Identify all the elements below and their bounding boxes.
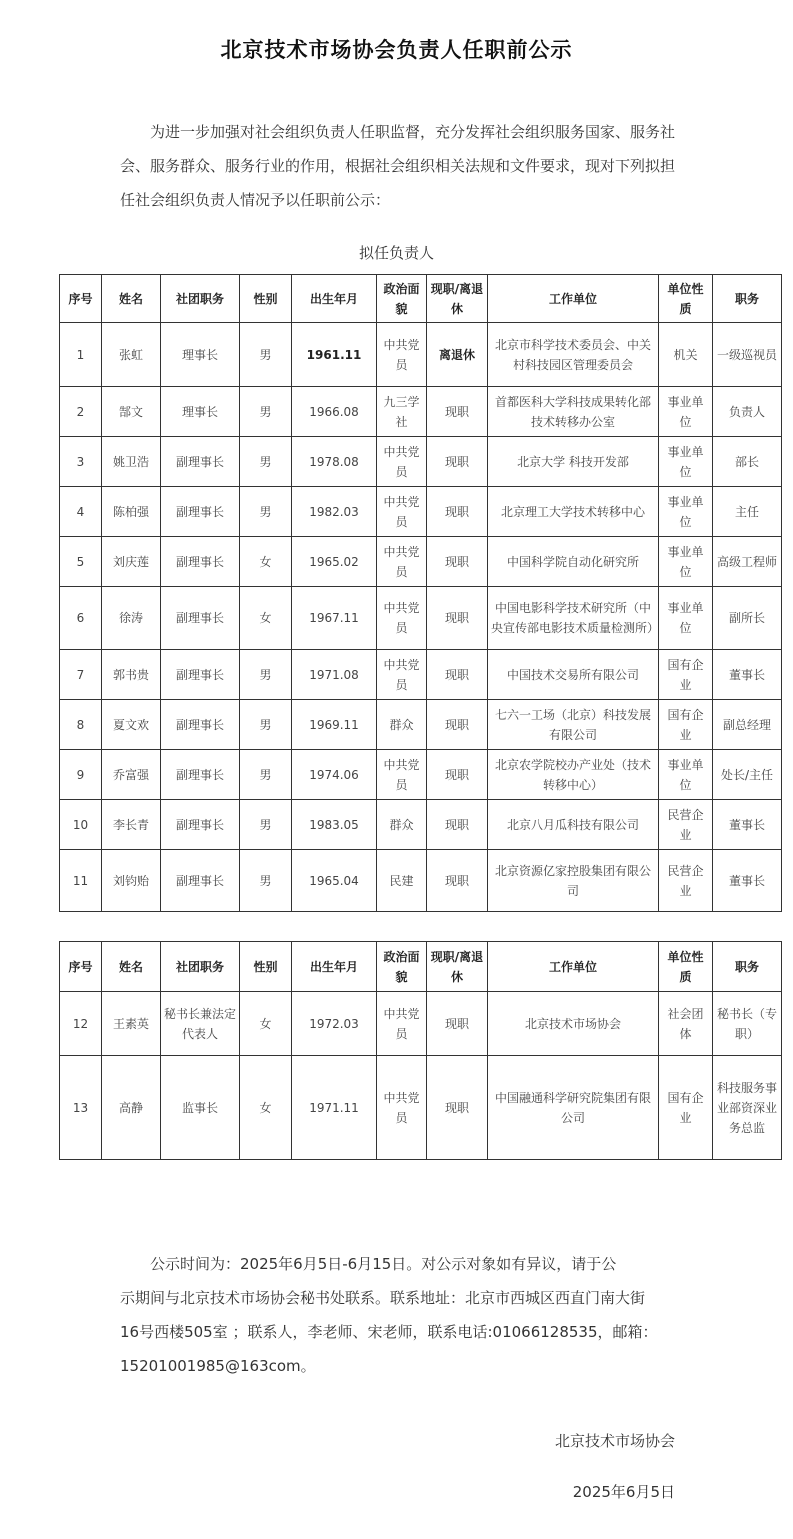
- cell-name: 姚卫浩: [102, 437, 161, 487]
- col-header-employer: 工作单位: [488, 275, 659, 323]
- table-row: [60, 750, 782, 800]
- col-header-position: 职务: [713, 942, 782, 992]
- cell-name: 夏文欢: [102, 700, 161, 750]
- table-row: [60, 992, 782, 1056]
- cell-unit-type: 事业单位: [659, 587, 713, 650]
- col-header-party: 政治面貌: [377, 942, 427, 992]
- cell-status: 现职: [427, 487, 488, 537]
- cell-role: 监事长: [161, 1056, 240, 1160]
- cell-position: 董事长: [713, 800, 782, 850]
- cell-no: 13: [60, 1056, 102, 1160]
- cell-no: 7: [60, 650, 102, 700]
- cell-no: 1: [60, 323, 102, 387]
- cell-party: 中共党员: [377, 750, 427, 800]
- cell-gender: 女: [240, 587, 292, 650]
- cell-status: 现职: [427, 700, 488, 750]
- col-header-gender: 性别: [240, 275, 292, 323]
- cell-employer: 北京理工大学技术转移中心: [488, 487, 659, 537]
- cell-position: 处长/主任: [713, 750, 782, 800]
- cell-unit-type: 民营企业: [659, 800, 713, 850]
- cell-name: 王素英: [102, 992, 161, 1056]
- cell-name: 徐涛: [102, 587, 161, 650]
- cell-role: 副理事长: [161, 700, 240, 750]
- col-header-party: 政治面貌: [377, 275, 427, 323]
- cell-no: 10: [60, 800, 102, 850]
- col-header-gender: 性别: [240, 942, 292, 992]
- cell-name: 李长青: [102, 800, 161, 850]
- cell-role: 秘书长兼法定代表人: [161, 992, 240, 1056]
- cell-party: 中共党员: [377, 323, 427, 387]
- cell-party: 民建: [377, 850, 427, 912]
- candidate-table-2: [59, 941, 782, 1160]
- col-header-no: 序号: [60, 275, 102, 323]
- table-row: [60, 323, 782, 387]
- cell-employer: 七六一工场（北京）科技发展有限公司: [488, 700, 659, 750]
- cell-position: 科技服务事业部资深业务总监: [713, 1056, 782, 1160]
- cell-role: 理事长: [161, 387, 240, 437]
- notice-line-4: 15201001985@163com。: [120, 1357, 316, 1375]
- cell-no: 2: [60, 387, 102, 437]
- cell-party: 中共党员: [377, 650, 427, 700]
- cell-employer: 北京农学院校办产业处（技术转移中心）: [488, 750, 659, 800]
- cell-gender: 女: [240, 992, 292, 1056]
- cell-no: 6: [60, 587, 102, 650]
- notice-line-2: 示期间与北京技术市场协会秘书处联系。联系地址：北京市西城区西直门南大街: [120, 1289, 646, 1307]
- cell-birth: 1967.11: [292, 587, 377, 650]
- col-header-name: 姓名: [102, 275, 161, 323]
- cell-role: 副理事长: [161, 750, 240, 800]
- cell-party: 中共党员: [377, 1056, 427, 1160]
- cell-status: 现职: [427, 800, 488, 850]
- cell-status: 现职: [427, 587, 488, 650]
- cell-name: 高静: [102, 1056, 161, 1160]
- cell-no: 4: [60, 487, 102, 537]
- cell-birth: 1971.11: [292, 1056, 377, 1160]
- cell-position: 负责人: [713, 387, 782, 437]
- cell-gender: 男: [240, 487, 292, 537]
- cell-gender: 女: [240, 537, 292, 587]
- table-caption: 拟任负责人: [358, 244, 434, 262]
- table-row: [60, 587, 782, 650]
- cell-position: 秘书长（专职）: [713, 992, 782, 1056]
- table-row: [60, 387, 782, 437]
- cell-employer: 中国电影科学技术研究所（中央宣传部电影技术质量检测所）: [488, 587, 659, 650]
- table-row: [60, 650, 782, 700]
- cell-party: 中共党员: [377, 437, 427, 487]
- cell-unit-type: 社会团体: [659, 992, 713, 1056]
- cell-gender: 女: [240, 1056, 292, 1160]
- cell-gender: 男: [240, 387, 292, 437]
- notice-paragraph: [120, 1247, 680, 1383]
- col-header-unit-type: 单位性质: [659, 942, 713, 992]
- cell-birth: 1974.06: [292, 750, 377, 800]
- cell-status: 离退休: [427, 323, 488, 387]
- cell-role: 副理事长: [161, 800, 240, 850]
- table-row: [60, 1056, 782, 1160]
- cell-birth: 1978.08: [292, 437, 377, 487]
- cell-party: 中共党员: [377, 587, 427, 650]
- cell-status: 现职: [427, 1056, 488, 1160]
- cell-position: 董事长: [713, 650, 782, 700]
- col-header-employer: 工作单位: [488, 942, 659, 992]
- cell-no: 8: [60, 700, 102, 750]
- cell-unit-type: 事业单位: [659, 387, 713, 437]
- col-header-name: 姓名: [102, 942, 161, 992]
- cell-status: 现职: [427, 537, 488, 587]
- col-header-role: 社团职务: [161, 942, 240, 992]
- cell-employer: 首都医科大学科技成果转化部技术转移办公室: [488, 387, 659, 437]
- table-row: [60, 487, 782, 537]
- cell-unit-type: 事业单位: [659, 437, 713, 487]
- cell-party: 中共党员: [377, 487, 427, 537]
- cell-birth: 1965.02: [292, 537, 377, 587]
- cell-birth: 1966.08: [292, 387, 377, 437]
- cell-birth: 1971.08: [292, 650, 377, 700]
- cell-party: 中共党员: [377, 992, 427, 1056]
- cell-employer: 北京市科学技术委员会、中关村科技园区管理委员会: [488, 323, 659, 387]
- cell-birth: 1983.05: [292, 800, 377, 850]
- cell-status: 现职: [427, 650, 488, 700]
- cell-gender: 男: [240, 800, 292, 850]
- cell-position: 副总经理: [713, 700, 782, 750]
- cell-name: 乔富强: [102, 750, 161, 800]
- cell-name: 郭书贵: [102, 650, 161, 700]
- cell-role: 副理事长: [161, 487, 240, 537]
- cell-unit-type: 事业单位: [659, 537, 713, 587]
- table-header-row: [60, 942, 782, 992]
- cell-employer: 北京八月瓜科技有限公司: [488, 800, 659, 850]
- intro-paragraph: 为进一步加强对社会组织负责人任职监督，充分发挥社会组织服务国家、服务社会、服务群众、服务行业的作用，根据社会组织相关法规和文件要求，现对下列拟担任社会组织负责人情况予以任职前公示：: [120, 123, 676, 209]
- cell-position: 董事长: [713, 850, 782, 912]
- page-title: 北京技术市场协会负责人任职前公示: [220, 38, 573, 62]
- cell-gender: 男: [240, 650, 292, 700]
- col-header-role: 社团职务: [161, 275, 240, 323]
- notice-line-3: 16号西楼505室 ；联系人，李老师、宋老师，联系电话:01066128535，邮箱：: [120, 1323, 658, 1341]
- col-header-status: 现职/离退休: [427, 275, 488, 323]
- cell-name: 郜文: [102, 387, 161, 437]
- cell-employer: 北京技术市场协会: [488, 992, 659, 1056]
- cell-position: 高级工程师: [713, 537, 782, 587]
- table-row: [60, 700, 782, 750]
- cell-status: 现职: [427, 387, 488, 437]
- cell-employer: 北京大学 科技开发部: [488, 437, 659, 487]
- cell-no: 3: [60, 437, 102, 487]
- cell-role: 理事长: [161, 323, 240, 387]
- cell-party: 中共党员: [377, 537, 427, 587]
- cell-role: 副理事长: [161, 850, 240, 912]
- cell-birth: 1969.11: [292, 700, 377, 750]
- cell-unit-type: 民营企业: [659, 850, 713, 912]
- cell-role: 副理事长: [161, 437, 240, 487]
- cell-gender: 男: [240, 437, 292, 487]
- cell-birth: 1982.03: [292, 487, 377, 537]
- col-header-no: 序号: [60, 942, 102, 992]
- col-header-status: 现职/离退休: [427, 942, 488, 992]
- cell-party: 群众: [377, 700, 427, 750]
- cell-status: 现职: [427, 850, 488, 912]
- candidate-table-1: [59, 274, 782, 912]
- cell-unit-type: 事业单位: [659, 487, 713, 537]
- signature-org: 北京技术市场协会: [554, 1432, 675, 1450]
- cell-employer: 北京资源亿家控股集团有限公司: [488, 850, 659, 912]
- cell-name: 刘庆莲: [102, 537, 161, 587]
- table-row: [60, 850, 782, 912]
- cell-position: 一级巡视员: [713, 323, 782, 387]
- table-header-row: [60, 275, 782, 323]
- cell-role: 副理事长: [161, 587, 240, 650]
- table-row: [60, 800, 782, 850]
- table-row: [60, 437, 782, 487]
- cell-unit-type: 机关: [659, 323, 713, 387]
- cell-position: 主任: [713, 487, 782, 537]
- cell-role: 副理事长: [161, 537, 240, 587]
- col-header-position: 职务: [713, 275, 782, 323]
- col-header-unit-type: 单位性质: [659, 275, 713, 323]
- notice-line-1: 公示时间为：2025年6月5日-6月15日。对公示对象如有异议，请于公: [150, 1255, 617, 1273]
- cell-status: 现职: [427, 992, 488, 1056]
- cell-unit-type: 国有企业: [659, 650, 713, 700]
- cell-employer: 中国技术交易所有限公司: [488, 650, 659, 700]
- cell-employer: 中国融通科学研究院集团有限公司: [488, 1056, 659, 1160]
- col-header-birth: 出生年月: [292, 942, 377, 992]
- cell-no: 11: [60, 850, 102, 912]
- cell-status: 现职: [427, 750, 488, 800]
- cell-status: 现职: [427, 437, 488, 487]
- cell-gender: 男: [240, 700, 292, 750]
- cell-unit-type: 国有企业: [659, 1056, 713, 1160]
- cell-gender: 男: [240, 850, 292, 912]
- cell-name: 刘钧贻: [102, 850, 161, 912]
- cell-no: 5: [60, 537, 102, 587]
- cell-birth: 1965.04: [292, 850, 377, 912]
- cell-gender: 男: [240, 323, 292, 387]
- cell-unit-type: 事业单位: [659, 750, 713, 800]
- cell-name: 张虹: [102, 323, 161, 387]
- cell-unit-type: 国有企业: [659, 700, 713, 750]
- cell-gender: 男: [240, 750, 292, 800]
- cell-birth: 1972.03: [292, 992, 377, 1056]
- col-header-birth: 出生年月: [292, 275, 377, 323]
- cell-no: 12: [60, 992, 102, 1056]
- cell-no: 9: [60, 750, 102, 800]
- cell-name: 陈柏强: [102, 487, 161, 537]
- cell-employer: 中国科学院自动化研究所: [488, 537, 659, 587]
- signature-date: 2025年6月5日: [572, 1483, 675, 1501]
- cell-party: 九三学社: [377, 387, 427, 437]
- cell-birth: 1961.11: [292, 323, 377, 387]
- cell-role: 副理事长: [161, 650, 240, 700]
- table-row: [60, 537, 782, 587]
- cell-party: 群众: [377, 800, 427, 850]
- cell-position: 副所长: [713, 587, 782, 650]
- cell-position: 部长: [713, 437, 782, 487]
